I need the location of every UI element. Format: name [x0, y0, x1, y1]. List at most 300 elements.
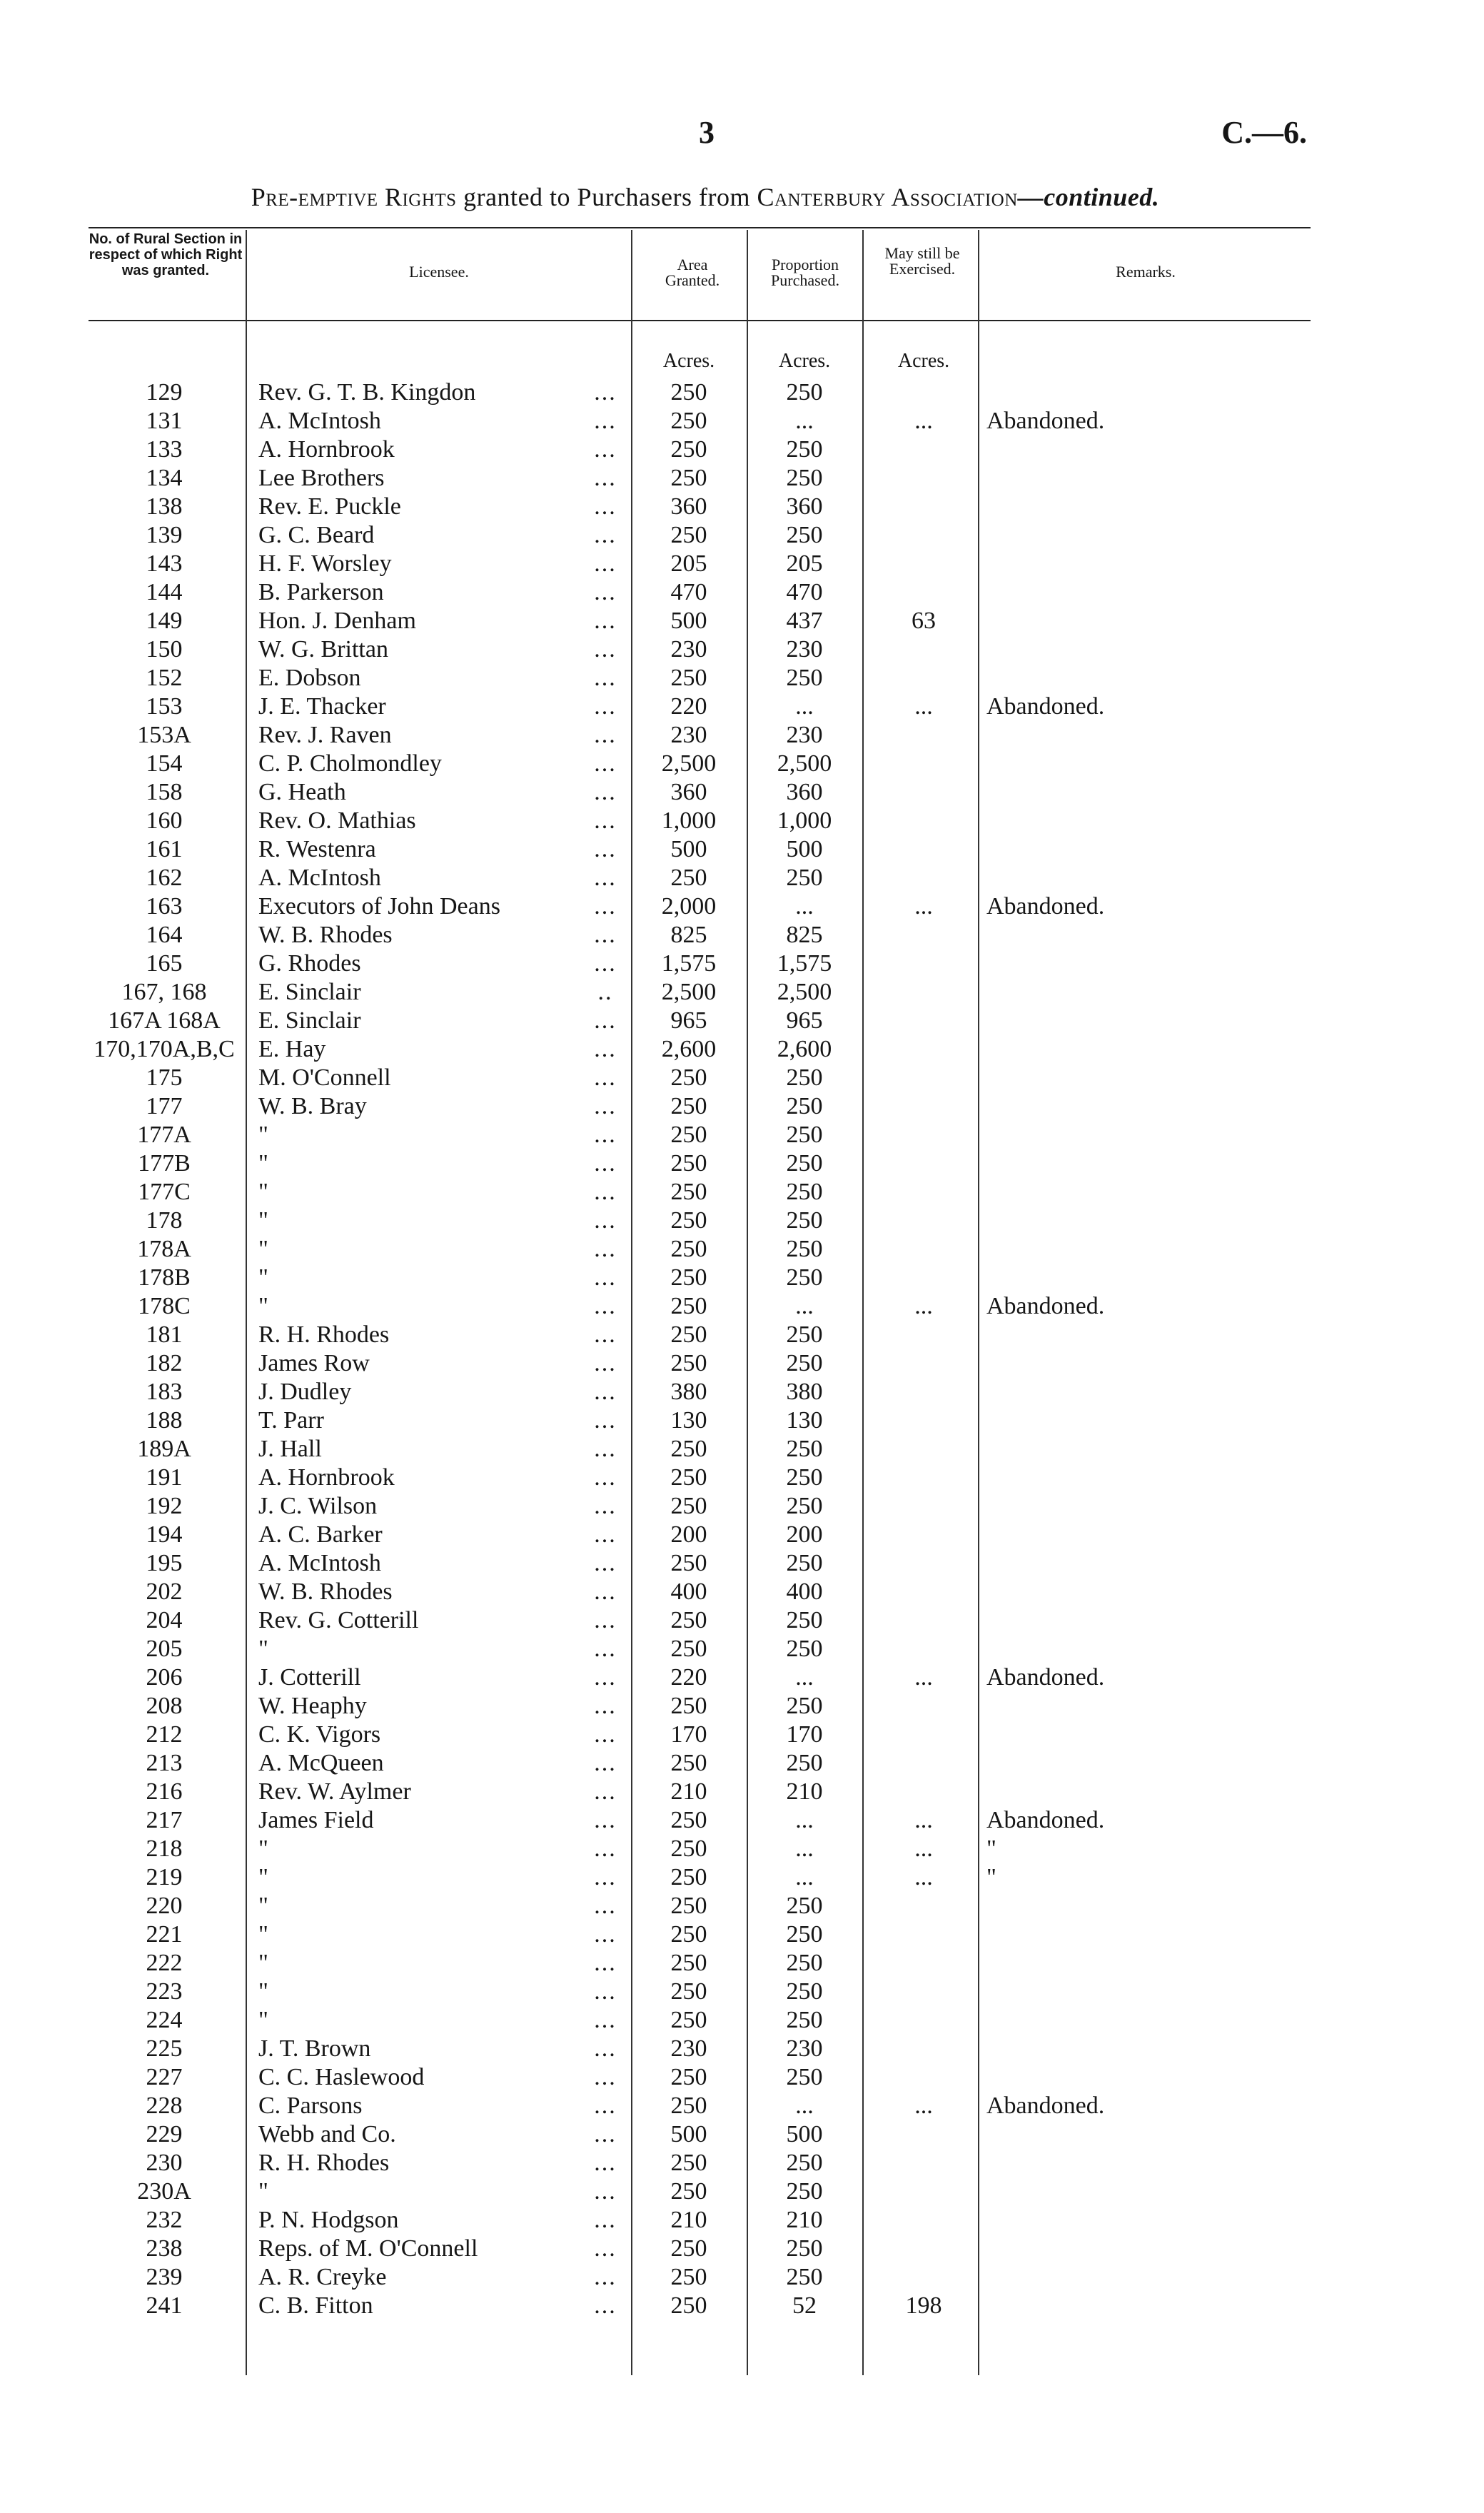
- licensee-name: ": [258, 1864, 268, 1890]
- section-number: 175: [146, 1064, 183, 1091]
- leader-dots: ...: [594, 1036, 617, 1062]
- proportion-purchased: 250: [786, 2064, 823, 2090]
- proportion-purchased: 250: [786, 1350, 823, 1376]
- may-be-exercised: ...: [914, 1293, 933, 1319]
- proportion-purchased: ...: [795, 693, 814, 720]
- table-row: [0, 550, 1484, 578]
- remarks-cell: ": [986, 1864, 996, 1890]
- proportion-purchased: 250: [786, 1321, 823, 1348]
- area-granted: 2,500: [661, 750, 717, 777]
- proportion-purchased: ...: [795, 1664, 814, 1691]
- remarks-cell: Abandoned.: [986, 2093, 1105, 2119]
- proportion-purchased: 250: [786, 1921, 823, 1948]
- table-row: [0, 578, 1484, 607]
- leader-dots: ...: [594, 1864, 617, 1890]
- area-granted: 230: [670, 722, 707, 748]
- section-number: 139: [146, 522, 183, 548]
- section-number: 225: [146, 2035, 183, 2062]
- table-row: [0, 1064, 1484, 1092]
- area-granted: 250: [670, 2235, 707, 2262]
- leader-dots: ...: [594, 893, 617, 920]
- remarks-cell: Abandoned.: [986, 693, 1105, 720]
- leader-dots: ...: [594, 1236, 617, 1262]
- area-granted: 250: [670, 1464, 707, 1491]
- area-granted: 2,000: [661, 893, 717, 920]
- area-granted: 250: [670, 1750, 707, 1776]
- section-number: 131: [146, 408, 183, 434]
- remarks-cell: Abandoned.: [986, 1807, 1105, 1833]
- proportion-purchased: 825: [786, 922, 823, 948]
- leader-dots: ...: [594, 1064, 617, 1091]
- table-row: [0, 892, 1484, 921]
- licensee-name: Rev. W. Aylmer: [258, 1778, 411, 1805]
- leader-dots: ...: [594, 608, 617, 634]
- table-row: [0, 1721, 1484, 1749]
- table-row: [0, 664, 1484, 693]
- title-connector: granted to Purchasers from: [456, 183, 757, 211]
- proportion-purchased: 1,575: [777, 950, 832, 977]
- licensee-name: M. O'Connell: [258, 1064, 391, 1091]
- area-granted: 250: [670, 1321, 707, 1348]
- leader-dots: ...: [594, 1207, 617, 1234]
- area-granted: 250: [670, 2064, 707, 2090]
- table-row: [0, 464, 1484, 493]
- may-be-exercised: ...: [914, 893, 933, 920]
- licensee-name: ": [258, 1835, 268, 1862]
- table-row: [0, 1464, 1484, 1492]
- proportion-purchased: 250: [786, 1693, 823, 1719]
- section-number: 149: [146, 608, 183, 634]
- licensee-name: A. Hornbrook: [258, 1464, 395, 1491]
- table-row: [0, 1692, 1484, 1721]
- table-row: [0, 1663, 1484, 1692]
- area-granted: 250: [670, 1921, 707, 1948]
- area-granted: 250: [670, 1122, 707, 1148]
- leader-dots: ...: [594, 2178, 617, 2205]
- leader-dots: ...: [594, 1893, 617, 1919]
- proportion-purchased: 1,000: [777, 807, 832, 834]
- area-granted: 250: [670, 1978, 707, 2005]
- area-granted: 1,000: [661, 807, 717, 834]
- table-row: [0, 1007, 1484, 1035]
- leader-dots: ...: [594, 436, 617, 463]
- licensee-name: W. G. Brittan: [258, 636, 388, 663]
- leader-dots: ...: [594, 493, 617, 520]
- leader-dots: ...: [594, 1007, 617, 1034]
- section-number: 177A: [137, 1122, 191, 1148]
- area-granted: 220: [670, 693, 707, 720]
- proportion-purchased: 250: [786, 1550, 823, 1576]
- area-granted: 250: [670, 2093, 707, 2119]
- area-granted: 250: [670, 1493, 707, 1519]
- leader-dots: ...: [594, 750, 617, 777]
- licensee-name: James Row: [258, 1350, 370, 1376]
- section-number: 189A: [137, 1436, 191, 1462]
- licensee-name: C. B. Fitton: [258, 2292, 373, 2319]
- table-row: [0, 864, 1484, 892]
- proportion-purchased: 360: [786, 493, 823, 520]
- table-row: [0, 1035, 1484, 1064]
- section-number: 221: [146, 1921, 183, 1948]
- proportion-purchased: 230: [786, 2035, 823, 2062]
- area-granted: 825: [670, 922, 707, 948]
- leader-dots: ...: [594, 1264, 617, 1291]
- proportion-purchased: 230: [786, 722, 823, 748]
- leader-dots: ...: [594, 1436, 617, 1462]
- table-row: [0, 721, 1484, 750]
- leader-dots: ...: [594, 950, 617, 977]
- section-number: 164: [146, 922, 183, 948]
- proportion-purchased: 250: [786, 1179, 823, 1205]
- proportion-purchased: 250: [786, 1464, 823, 1491]
- may-be-exercised: ...: [914, 1664, 933, 1691]
- leader-dots: ...: [594, 836, 617, 862]
- licensee-name: Rev. O. Mathias: [258, 807, 416, 834]
- section-number: 230: [146, 2150, 183, 2176]
- table-row: [0, 2149, 1484, 2177]
- licensee-name: J. E. Thacker: [258, 693, 386, 720]
- leader-dots: ...: [594, 1464, 617, 1491]
- table-row: [0, 1092, 1484, 1121]
- table-row: [0, 1121, 1484, 1149]
- proportion-purchased: 2,600: [777, 1036, 832, 1062]
- leader-dots: ...: [594, 1921, 617, 1948]
- area-granted: 250: [670, 1950, 707, 1976]
- licensee-name: A. C. Barker: [258, 1521, 383, 1548]
- area-granted: 470: [670, 579, 707, 605]
- table-row: [0, 1178, 1484, 1207]
- table-row: [0, 635, 1484, 664]
- table-row: [0, 435, 1484, 464]
- area-granted: 250: [670, 1293, 707, 1319]
- section-number: 152: [146, 665, 183, 691]
- leader-dots: ...: [594, 1350, 617, 1376]
- table-row: [0, 2063, 1484, 2092]
- area-granted: 250: [670, 1636, 707, 1662]
- table-row: [0, 2206, 1484, 2235]
- leader-dots: ...: [594, 408, 617, 434]
- area-granted: 250: [670, 665, 707, 691]
- section-number: 205: [146, 1636, 183, 1662]
- licensee-name: J. T. Brown: [258, 2035, 371, 2062]
- proportion-purchased: 400: [786, 1578, 823, 1605]
- licensee-name: A. R. Creyke: [258, 2264, 387, 2290]
- proportion-purchased: 965: [786, 1007, 823, 1034]
- proportion-purchased: 230: [786, 636, 823, 663]
- table-row: [0, 2292, 1484, 2320]
- section-number: 138: [146, 493, 183, 520]
- leader-dots: ...: [594, 1122, 617, 1148]
- section-number: 167, 168: [121, 979, 207, 1005]
- area-granted: 380: [670, 1379, 707, 1405]
- leader-dots: ...: [594, 2093, 617, 2119]
- section-number: 160: [146, 807, 183, 834]
- section-number: 217: [146, 1807, 183, 1833]
- leader-dots: ...: [594, 1093, 617, 1119]
- area-granted: 500: [670, 836, 707, 862]
- section-number: 143: [146, 550, 183, 577]
- area-granted: 220: [670, 1664, 707, 1691]
- proportion-purchased: 250: [786, 522, 823, 548]
- area-granted: 210: [670, 1778, 707, 1805]
- licensee-name: A. McIntosh: [258, 865, 381, 891]
- licensee-name: W. B. Rhodes: [258, 922, 393, 948]
- table-row: [0, 921, 1484, 950]
- area-granted: 360: [670, 779, 707, 805]
- leader-dots: ...: [594, 1721, 617, 1748]
- section-number: 153: [146, 693, 183, 720]
- licensee-name: Webb and Co.: [258, 2121, 396, 2147]
- table-row: [0, 2263, 1484, 2292]
- proportion-purchased: 250: [786, 1264, 823, 1291]
- licensee-name: Rev. E. Puckle: [258, 493, 401, 520]
- leader-dots: ...: [594, 1321, 617, 1348]
- licensee-name: C. P. Cholmondley: [258, 750, 442, 777]
- proportion-purchased: 170: [786, 1721, 823, 1748]
- proportion-purchased: 2,500: [777, 750, 832, 777]
- area-granted: 250: [670, 1207, 707, 1234]
- licensee-name: ": [258, 1636, 268, 1662]
- licensee-name: Executors of John Deans: [258, 893, 500, 920]
- area-granted: 250: [670, 465, 707, 491]
- table-row: [0, 693, 1484, 721]
- licensee-name: ": [258, 1150, 268, 1177]
- proportion-purchased: 250: [786, 1064, 823, 1091]
- leader-dots: ...: [594, 807, 617, 834]
- table-row: [0, 1235, 1484, 1264]
- table-row: [0, 1892, 1484, 1920]
- table-row: [0, 1378, 1484, 1406]
- section-number: 162: [146, 865, 183, 891]
- area-granted: 250: [670, 2264, 707, 2290]
- licensee-name: A. McIntosh: [258, 1550, 381, 1576]
- remarks-cell: Abandoned.: [986, 408, 1105, 434]
- area-granted: 1,575: [661, 950, 717, 977]
- table-row: [0, 2092, 1484, 2120]
- area-granted: 230: [670, 2035, 707, 2062]
- licensee-name: T. Parr: [258, 1407, 324, 1434]
- area-granted: 250: [670, 522, 707, 548]
- leader-dots: ...: [594, 1578, 617, 1605]
- table-row: [0, 1578, 1484, 1606]
- section-number: 241: [146, 2292, 183, 2319]
- table-row: [0, 778, 1484, 807]
- title-body: Canterbury Association: [757, 183, 1018, 211]
- licensee-name: W. B. Rhodes: [258, 1578, 393, 1605]
- leader-dots: ...: [594, 1636, 617, 1662]
- leader-dots: ..: [597, 979, 613, 1005]
- leader-dots: ...: [594, 1607, 617, 1633]
- column-header-licensee: Licensee.: [409, 263, 469, 281]
- leader-dots: ...: [594, 2264, 617, 2290]
- leader-dots: ...: [594, 2292, 617, 2319]
- leader-dots: ...: [594, 1835, 617, 1862]
- table-row: [0, 1435, 1484, 1464]
- page-number: 3: [699, 115, 715, 150]
- area-granted: 250: [670, 1064, 707, 1091]
- table-row: [0, 407, 1484, 435]
- licensee-name: E. Hay: [258, 1036, 326, 1062]
- licensee-name: James Field: [258, 1807, 374, 1833]
- licensee-name: ": [258, 1950, 268, 1976]
- leader-dots: ...: [594, 1664, 617, 1691]
- area-granted: 250: [670, 2007, 707, 2033]
- leader-dots: ...: [594, 2207, 617, 2233]
- section-number: 144: [146, 579, 183, 605]
- leader-dots: ...: [594, 779, 617, 805]
- table-row: [0, 1264, 1484, 1292]
- licensee-name: W. B. Bray: [258, 1093, 367, 1119]
- remarks-cell: ": [986, 1835, 996, 1862]
- section-number: 178A: [137, 1236, 191, 1262]
- area-granted: 130: [670, 1407, 707, 1434]
- licensee-name: E. Dobson: [258, 665, 361, 691]
- proportion-purchased: 250: [786, 1093, 823, 1119]
- section-number: 213: [146, 1750, 183, 1776]
- leader-dots: ...: [594, 1293, 617, 1319]
- title-main: Pre-emptive Rights: [251, 183, 457, 211]
- section-number: 133: [146, 436, 183, 463]
- table-row: [0, 1749, 1484, 1778]
- licensee-name: J. Cotterill: [258, 1664, 361, 1691]
- table-row: [0, 1549, 1484, 1578]
- section-number: 181: [146, 1321, 183, 1348]
- table-row: [0, 1521, 1484, 1549]
- proportion-purchased: 250: [786, 665, 823, 691]
- licensee-name: Rev. J. Raven: [258, 722, 392, 748]
- table-row: [0, 950, 1484, 978]
- proportion-purchased: 250: [786, 2007, 823, 2033]
- table-row: [0, 1349, 1484, 1378]
- leader-dots: ...: [594, 1550, 617, 1576]
- licensee-name: P. N. Hodgson: [258, 2207, 399, 2233]
- may-be-exercised: ...: [914, 1807, 933, 1833]
- remarks-cell: Abandoned.: [986, 1664, 1105, 1691]
- section-number: 228: [146, 2093, 183, 2119]
- proportion-purchased: 250: [786, 1150, 823, 1177]
- section-number: 165: [146, 950, 183, 977]
- proportion-purchased: 500: [786, 2121, 823, 2147]
- may-be-exercised: ...: [914, 1835, 933, 1862]
- column-header-proportion: Proportion Purchased.: [771, 256, 839, 289]
- area-granted: 250: [670, 1864, 707, 1890]
- leader-dots: ...: [594, 922, 617, 948]
- section-number: 134: [146, 465, 183, 491]
- licensee-name: E. Sinclair: [258, 1007, 361, 1034]
- licensee-name: ": [258, 1236, 268, 1262]
- table-row: [0, 978, 1484, 1007]
- proportion-purchased: ...: [795, 1864, 814, 1890]
- licensee-name: E. Sinclair: [258, 979, 361, 1005]
- table-row: [0, 1778, 1484, 1806]
- section-number: 158: [146, 779, 183, 805]
- leader-dots: ...: [594, 1978, 617, 2005]
- section-number: 220: [146, 1893, 183, 1919]
- column-header-may-exercise: May still be Exercised.: [884, 244, 960, 278]
- proportion-purchased: ...: [795, 1835, 814, 1862]
- proportion-purchased: 2,500: [777, 979, 832, 1005]
- licensee-name: ": [258, 2007, 268, 2033]
- area-granted: 250: [670, 2178, 707, 2205]
- table-row: [0, 2035, 1484, 2063]
- table-row: [0, 1920, 1484, 1949]
- area-granted: 170: [670, 1721, 707, 1748]
- section-number: 194: [146, 1521, 183, 1548]
- licensee-name: Rev. G. Cotterill: [258, 1607, 419, 1633]
- proportion-purchased: ...: [795, 408, 814, 434]
- leader-dots: ...: [594, 1807, 617, 1833]
- area-granted: 250: [670, 1550, 707, 1576]
- leader-dots: ...: [594, 636, 617, 663]
- area-granted: 250: [670, 379, 707, 406]
- table-row: [0, 807, 1484, 835]
- area-granted: 250: [670, 1807, 707, 1833]
- table-row: [0, 1835, 1484, 1863]
- licensee-name: H. F. Worsley: [258, 550, 392, 577]
- may-be-exercised: ...: [914, 1864, 933, 1890]
- section-number: 129: [146, 379, 183, 406]
- proportion-purchased: 250: [786, 1636, 823, 1662]
- area-granted: 250: [670, 1607, 707, 1633]
- area-granted: 400: [670, 1578, 707, 1605]
- area-granted: 250: [670, 2292, 707, 2319]
- proportion-purchased: 210: [786, 2207, 823, 2233]
- leader-dots: ...: [594, 2035, 617, 2062]
- proportion-purchased: 210: [786, 1778, 823, 1805]
- proportion-purchased: 250: [786, 2264, 823, 2290]
- leader-dots: ...: [594, 465, 617, 491]
- leader-dots: ...: [594, 2064, 617, 2090]
- proportion-purchased: 380: [786, 1379, 823, 1405]
- licensee-name: W. Heaphy: [258, 1693, 367, 1719]
- table-row: [0, 1606, 1484, 1635]
- unit-label-proportion: Acres.: [778, 350, 831, 372]
- area-granted: 2,500: [661, 979, 717, 1005]
- section-number: 177B: [138, 1150, 191, 1177]
- leader-dots: ...: [594, 1407, 617, 1434]
- section-number: 238: [146, 2235, 183, 2262]
- area-granted: 2,600: [661, 1036, 717, 1062]
- area-granted: 250: [670, 865, 707, 891]
- leader-dots: ...: [594, 1750, 617, 1776]
- licensee-name: G. C. Beard: [258, 522, 375, 548]
- may-be-exercised: ...: [914, 2093, 933, 2119]
- area-granted: 965: [670, 1007, 707, 1034]
- licensee-name: G. Heath: [258, 779, 346, 805]
- proportion-purchased: 250: [786, 1607, 823, 1633]
- area-granted: 250: [670, 408, 707, 434]
- proportion-purchased: 250: [786, 2235, 823, 2262]
- licensee-name: A. McIntosh: [258, 408, 381, 434]
- licensee-name: A. McQueen: [258, 1750, 384, 1776]
- area-granted: 250: [670, 1150, 707, 1177]
- section-number: 239: [146, 2264, 183, 2290]
- licensee-name: R. Westenra: [258, 836, 376, 862]
- table-row: [0, 1292, 1484, 1321]
- section-number: 178C: [138, 1293, 191, 1319]
- proportion-purchased: 250: [786, 436, 823, 463]
- proportion-purchased: 437: [786, 608, 823, 634]
- proportion-purchased: 250: [786, 1122, 823, 1148]
- section-number: 183: [146, 1379, 183, 1405]
- table-row: [0, 493, 1484, 521]
- licensee-name: Hon. J. Denham: [258, 608, 416, 634]
- proportion-purchased: 250: [786, 1436, 823, 1462]
- licensee-name: ": [258, 1893, 268, 1919]
- section-number: 218: [146, 1835, 183, 1862]
- leader-dots: ...: [594, 379, 617, 406]
- table-row: [0, 2006, 1484, 2035]
